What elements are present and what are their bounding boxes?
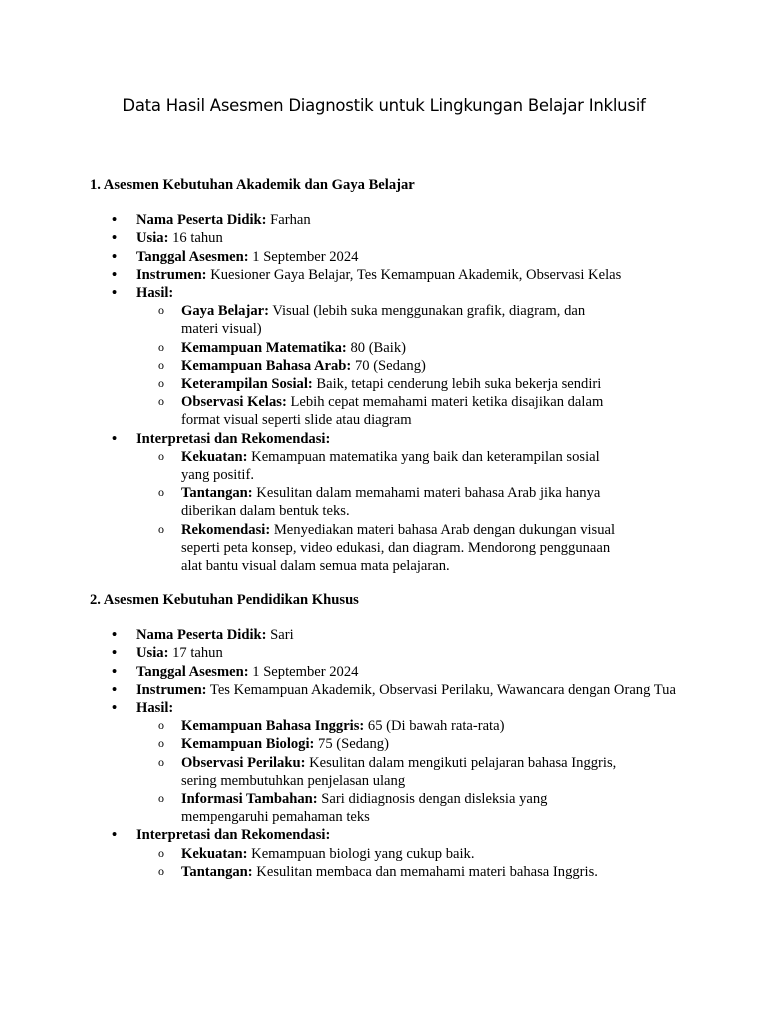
sub-list	[136, 448, 690, 575]
sub-list-item: o Keterampilan Sosial: Baik, tetapi cenderung lebih suka bekerja sendiri	[136, 375, 626, 393]
sub-list-item: o Tantangan: Kesulitan dalam memahami materi bahasa Arab jika hanya diberikan dalam bentuk teks.	[136, 484, 626, 520]
list-item: • Nama Peserta Didik: Farhan	[90, 211, 690, 229]
sub-list-item: o Tantangan: Kesulitan membaca dan memahami materi bahasa Inggris.	[136, 863, 626, 881]
list-item: • Instrumen: Kuesioner Gaya Belajar, Tes Kemampuan Akademik, Observasi Kelas	[90, 266, 690, 284]
sub-list	[136, 302, 690, 429]
sub-list-item: o Informasi Tambahan: Sari didiagnosis dengan disleksia yang mempengaruhi pemahaman teks	[136, 790, 626, 826]
list-item: • Tanggal Asesmen: 1 September 2024	[90, 248, 690, 266]
sub-list-item: o Kemampuan Bahasa Inggris: 65 (Di bawah rata-rata)	[136, 717, 626, 735]
list-item: • Hasil: o Gaya Belajar: Visual (lebih suka menggunakan grafik, diagram, dan materi visual) o Kemampuan Matematika: 80 (Baik) o Kemampuan Bahasa Arab: 70 (Sedang) o Keterampilan Sosial: Baik, tetapi cenderung lebih suka bekerja sendiri o Observasi Kelas: Lebih cepat memahami materi ketika disajikan dalam format visual seperti slide atau diagram	[90, 284, 690, 430]
sub-list-item: o Kemampuan Matematika: 80 (Baik)	[136, 339, 626, 357]
list-item: • Nama Peserta Didik: Sari	[90, 626, 690, 644]
list-item: • Tanggal Asesmen: 1 September 2024	[90, 663, 690, 681]
section-academic-assessment	[90, 176, 690, 575]
list-item: • Interpretasi dan Rekomendasi: o Kekuatan: Kemampuan matematika yang baik dan keterampilan sosial yang positif. o Tantangan: Kesulitan dalam memahami materi bahasa Arab jika hanya diberikan dalam bentuk teks. o Rekomendasi: Menyediakan materi bahasa Arab dengan dukungan visual seperti peta konsep, video edukasi, dan diagram. Mendorong penggunaan alat bantu visual dalam semua mata pelajaran.	[90, 430, 690, 576]
sub-list-item: o Kekuatan: Kemampuan matematika yang baik dan keterampilan sosial yang positif.	[136, 448, 626, 484]
section-heading: 1. Asesmen Kebutuhan Akademik dan Gaya Belajar	[90, 177, 415, 193]
assessment-list	[90, 626, 690, 881]
sub-list-item: o Kemampuan Biologi: 75 (Sedang)	[136, 735, 626, 753]
assessment-list	[90, 211, 690, 575]
sub-list-item: o Observasi Kelas: Lebih cepat memahami materi ketika disajikan dalam format visual seperti slide atau diagram	[136, 393, 626, 429]
sub-list-item: o Observasi Perilaku: Kesulitan dalam mengikuti pelajaran bahasa Inggris, sering membutuhkan penjelasan ulang	[136, 754, 626, 790]
list-item: • Instrumen: Tes Kemampuan Akademik, Observasi Perilaku, Wawancara dengan Orang Tua	[90, 681, 690, 699]
section-special-needs-assessment	[90, 591, 690, 881]
sub-list	[136, 845, 690, 881]
list-item: • Interpretasi dan Rekomendasi: o Kekuatan: Kemampuan biologi yang cukup baik. o Tantangan: Kesulitan membaca dan memahami materi bahasa Inggris.	[90, 826, 690, 881]
sub-list-item: o Kemampuan Bahasa Arab: 70 (Sedang)	[136, 357, 626, 375]
sub-list	[136, 717, 690, 826]
list-item: • Usia: 16 tahun	[90, 229, 690, 247]
list-item: • Hasil: o Kemampuan Bahasa Inggris: 65 (Di bawah rata-rata) o Kemampuan Biologi: 75 (Sedang) o Observasi Perilaku: Kesulitan dalam mengikuti pelajaran bahasa Inggris, sering membutuhkan penjelasan ulang o Informasi Tambahan: Sari didiagnosis dengan disleksia yang mempengaruhi pemahaman teks	[90, 699, 690, 826]
sub-list-item: o Gaya Belajar: Visual (lebih suka menggunakan grafik, diagram, dan materi visual)	[136, 302, 626, 338]
section-heading: 2. Asesmen Kebutuhan Pendidikan Khusus	[90, 592, 359, 608]
list-item: • Usia: 17 tahun	[90, 644, 690, 662]
sub-list-item: o Rekomendasi: Menyediakan materi bahasa Arab dengan dukungan visual seperti peta konsep, video edukasi, dan diagram. Mendorong penggunaan alat bantu visual dalam semua mata pelajaran.	[136, 521, 626, 576]
sub-list-item: o Kekuatan: Kemampuan biologi yang cukup baik.	[136, 845, 626, 863]
page-title: Data Hasil Asesmen Diagnostik untuk Lingkungan Belajar Inklusif	[122, 96, 646, 115]
